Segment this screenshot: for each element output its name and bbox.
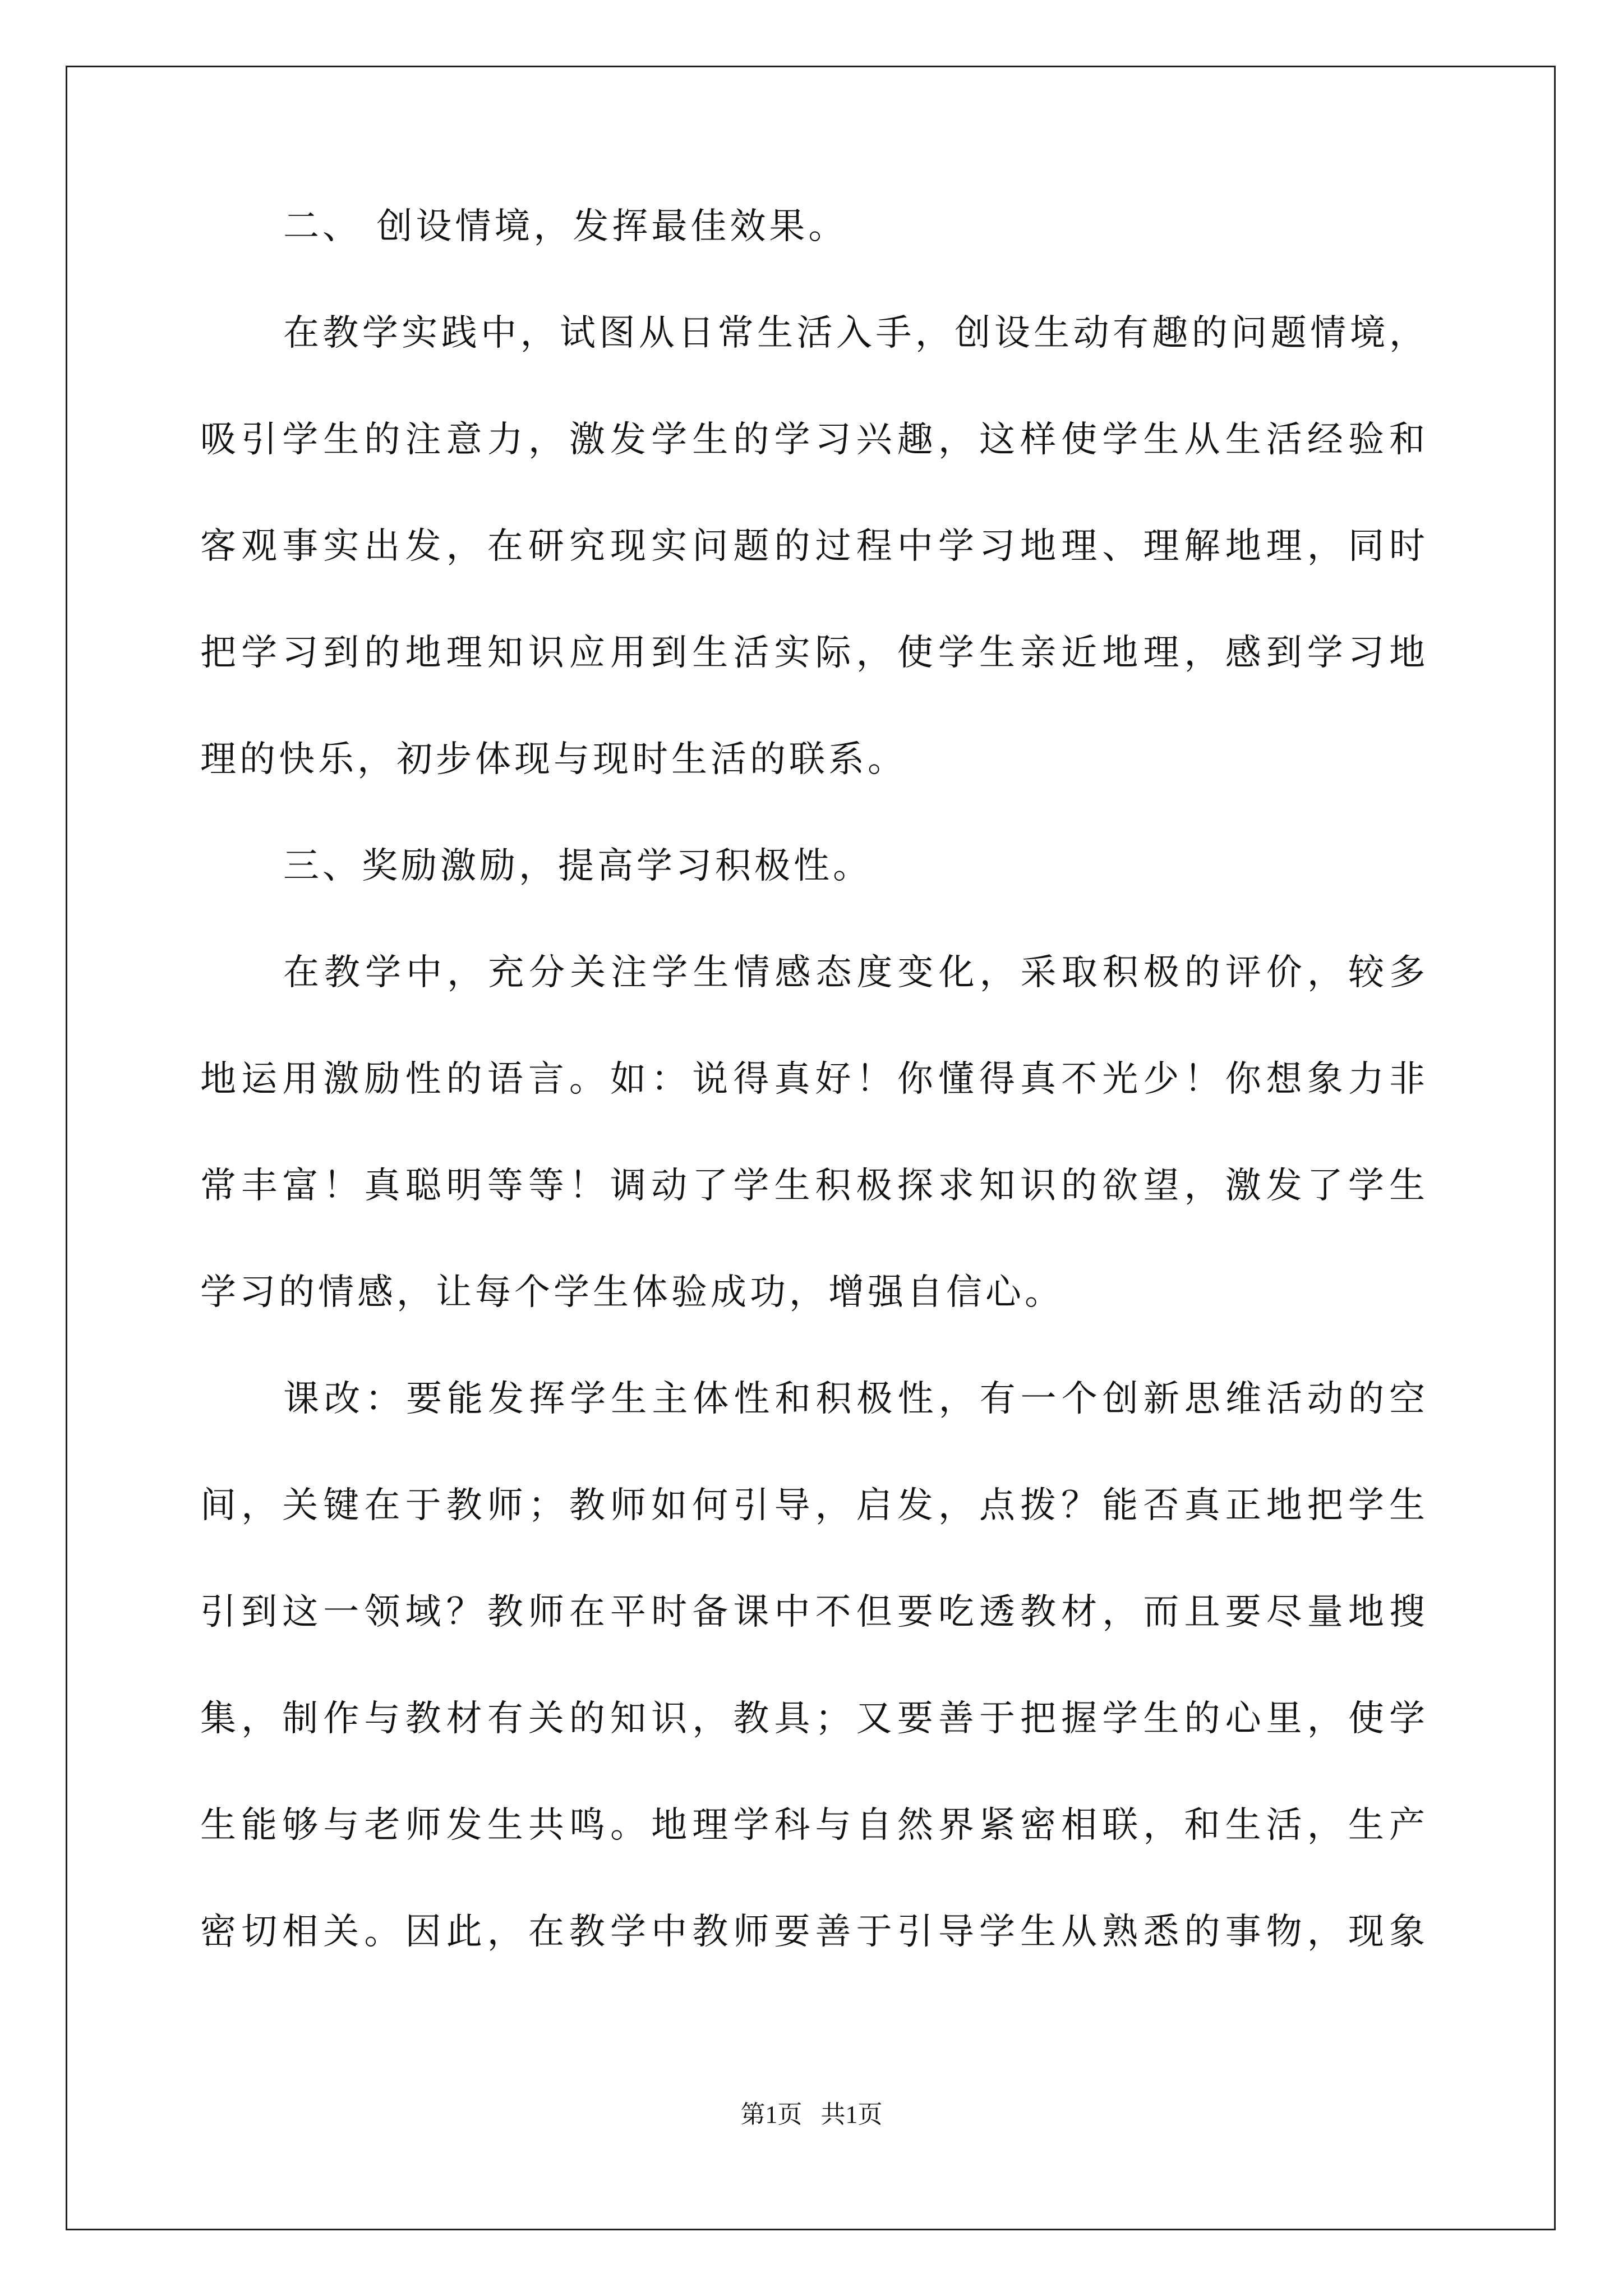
paragraph-line: 在教学实践中，试图从日常生活入手，创设生动有趣的问题情境， [283, 312, 1428, 354]
paragraph-line: 客观事实出发，在研究现实问题的过程中学习地理、理解地理，同时 [200, 526, 1428, 567]
paragraph-line: 理的快乐，初步体现与现时生活的联系。 [200, 739, 907, 780]
paragraph-line: 把学习到的地理知识应用到生活实际，使学生亲近地理，感到学习地 [200, 632, 1428, 674]
paragraph-line: 二、 创设情境，发挥最佳效果。 [283, 206, 848, 247]
paragraph-line: 间，关键在于教师；教师如何引导，启发，点拨？能否真正地把学生 [200, 1485, 1428, 1526]
paragraph-line: 学习的情感，让每个学生体验成功，增强自信心。 [200, 1272, 1064, 1313]
paragraph-line: 在教学中，充分关注学生情感态度变化，采取积极的评价，较多 [283, 952, 1428, 993]
paragraph-line: 引到这一领域？教师在平时备课中不但要吃透教材，而且要尽量地搜 [200, 1591, 1428, 1633]
paragraph-line: 集，制作与教材有关的知识，教具；又要善于把握学生的心里，使学 [200, 1698, 1428, 1740]
document-body [200, 206, 1428, 2021]
paragraph-line: 吸引学生的注意力，激发学生的学习兴趣，这样使学生从生活经验和 [200, 419, 1428, 461]
paragraph-line: 常丰富！真聪明等等！调动了学生积极探求知识的欲望，激发了学生 [200, 1165, 1428, 1207]
paragraph-line: 三、奖励激励，提高学习积极性。 [283, 845, 872, 887]
paragraph-line: 地运用激励性的语言。如：说得真好！你懂得真不光少！你想象力非 [200, 1059, 1428, 1100]
paragraph-line: 课改：要能发挥学生主体性和积极性，有一个创新思维活动的空 [283, 1378, 1428, 1420]
page-number-footer: 第1页 共1页 [740, 2101, 883, 2128]
paragraph-line: 密切相关。因此，在教学中教师要善于引导学生从熟悉的事物，现象 [200, 1911, 1428, 1953]
paragraph-line: 生能够与老师发生共鸣。地理学科与自然界紧密相联，和生活，生产 [200, 1805, 1428, 1846]
